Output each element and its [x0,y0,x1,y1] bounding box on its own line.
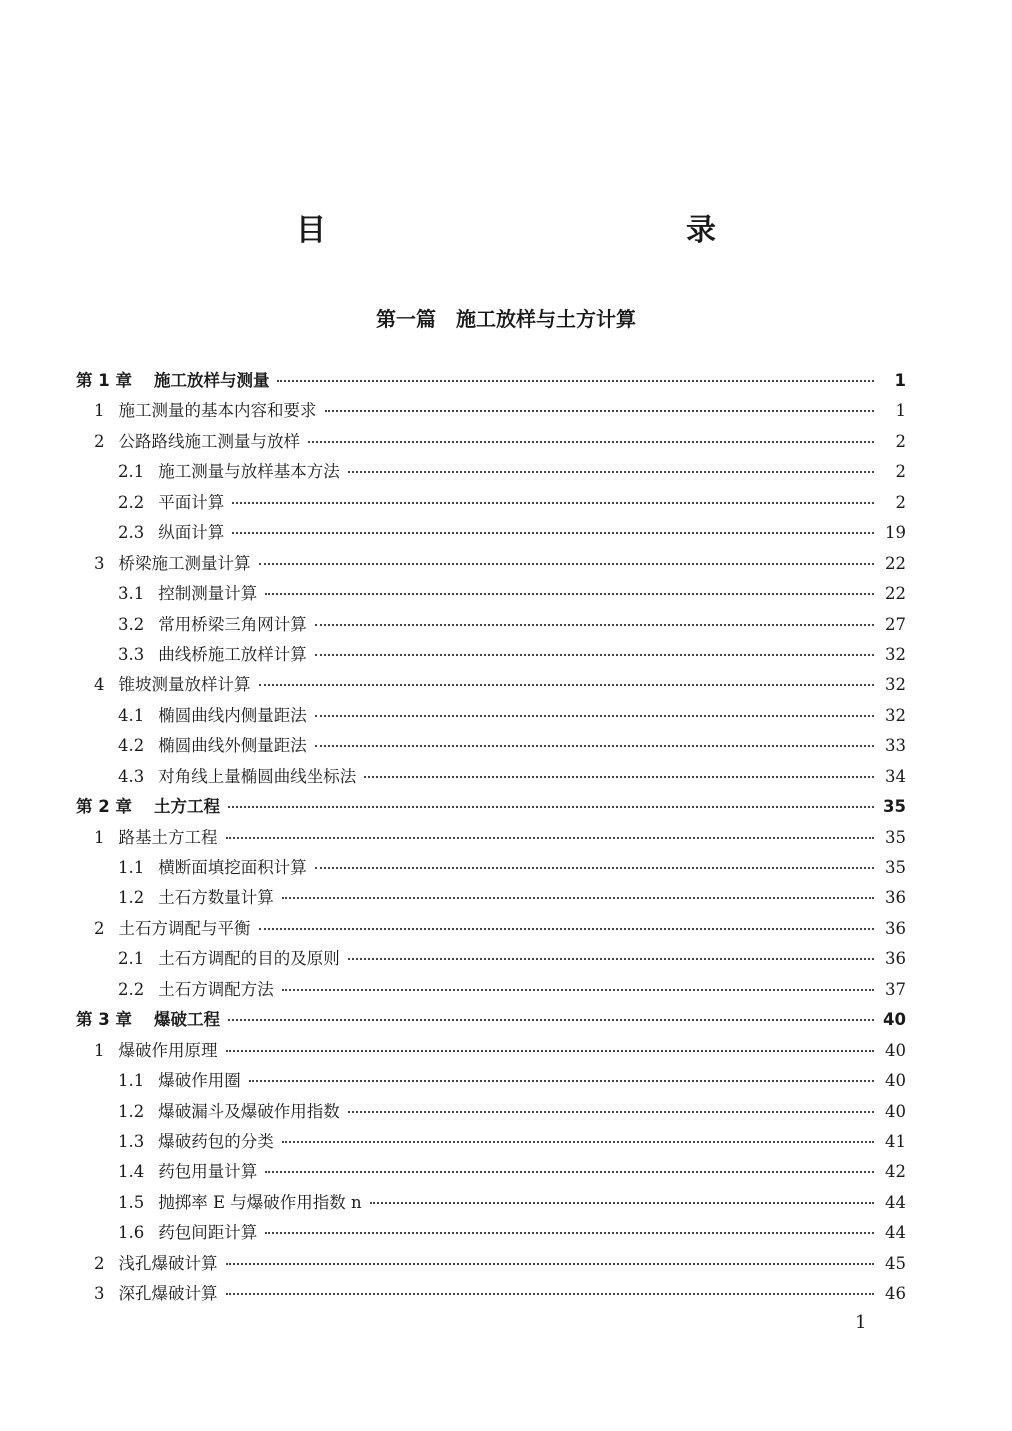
toc-chapter-entry[interactable] [76,366,906,396]
toc-entry[interactable] [76,549,906,579]
dot-leader [265,1232,874,1234]
dot-leader [315,624,874,626]
toc-entry-label: 桥梁施工测量计算 [118,553,251,573]
dot-leader [348,1111,874,1113]
dot-leader [282,989,874,991]
toc-entry-number: 1 [94,827,105,847]
toc-entry-page: 40 [885,1101,906,1121]
toc-entry-label: 抛掷率 E 与爆破作用指数 n [158,1192,362,1212]
toc-entry[interactable] [76,1157,906,1187]
toc-entry-label: 浅孔爆破计算 [118,1253,218,1273]
toc-entry[interactable] [76,1036,906,1066]
dot-leader [315,867,874,869]
toc-entry-page: 32 [885,675,906,695]
dot-leader [315,654,874,656]
toc-entry-number: 2.1 [118,462,145,482]
toc-entry-number: 2.3 [118,523,145,543]
toc-entry[interactable] [76,1097,906,1127]
toc-entry-number: 1.3 [118,1131,145,1151]
toc-entry-page: 46 [885,1284,906,1304]
toc-entry-number: 3.1 [118,584,145,604]
toc-entry-number: 1.1 [118,1071,145,1091]
toc-entry-page: 22 [885,553,906,573]
toc-entry-page: 2 [895,462,906,482]
toc-entry-page: 36 [885,888,906,908]
dot-leader [232,532,874,534]
toc-entry-label: 常用桥梁三角网计算 [158,614,307,634]
dot-leader [228,1019,874,1021]
toc-entry-label: 曲线桥施工放样计算 [158,644,307,664]
toc-entry-label: 施工测量与放样基本方法 [158,462,340,482]
toc-entry[interactable] [76,1188,906,1218]
toc-entry-page: 2 [895,431,906,451]
toc-entry[interactable] [76,396,906,426]
dot-leader [364,776,874,778]
dot-leader [348,471,874,473]
toc-entry-label: 土方工程 [153,797,220,817]
toc-entry-page: 40 [885,1040,906,1060]
dot-leader [228,806,874,808]
toc-entry-number: 2 [94,918,105,938]
toc-entry-label: 公路路线施工测量与放样 [118,431,300,451]
toc-entry-page: 36 [885,918,906,938]
dot-leader [249,1080,874,1082]
toc-chapter-entry[interactable] [76,1005,906,1035]
toc-entry-number: 3.3 [118,644,145,664]
toc-entry-label: 土石方调配方法 [158,979,274,999]
toc-entry-label: 椭圆曲线内侧量距法 [158,705,307,725]
toc-entry[interactable] [76,488,906,518]
toc-entry-page: 35 [883,797,906,817]
dot-leader [226,1050,875,1052]
toc-entry-number: 第 3 章 [76,1010,132,1030]
toc-entry-page: 35 [885,858,906,877]
toc-entry-number: 4.1 [118,705,145,725]
dot-leader [348,958,874,960]
page-title: 目 录 [296,213,816,248]
toc-entry-number: 1.1 [118,858,145,877]
toc-entry-label: 深孔爆破计算 [118,1284,218,1304]
toc-entry-number: 4 [94,675,105,695]
dot-leader [259,928,875,930]
toc-entry-number: 第 2 章 [76,797,132,817]
toc-entry-label: 施工放样与测量 [153,371,270,390]
toc-entry-label: 爆破作用原理 [118,1040,218,1060]
toc-entry-number: 1.6 [118,1223,145,1243]
toc-entry[interactable] [76,914,906,944]
toc-entry-number: 2 [94,431,105,451]
toc-entry-page: 37 [885,979,906,999]
toc-entry-number: 2.2 [118,979,145,999]
toc-entry-number: 第 1 章 [76,371,132,390]
toc-entry[interactable] [76,1279,906,1309]
toc-entry-page: 40 [883,1010,906,1030]
toc-entry-label: 爆破漏斗及爆破作用指数 [158,1101,340,1121]
toc-entry[interactable] [76,853,906,883]
toc-entry-label: 土石方调配的目的及原则 [158,949,340,969]
toc-entry-page: 44 [885,1192,906,1212]
dot-leader [259,563,875,565]
toc-entry[interactable] [76,762,906,792]
toc-entry-page: 34 [885,766,906,786]
toc-entry-number: 2.1 [118,949,145,969]
toc-entry-label: 控制测量计算 [158,584,258,604]
toc-entry[interactable] [76,518,906,548]
toc-entry[interactable] [76,731,906,761]
dot-leader [282,897,874,899]
toc-entry-number: 2 [94,1253,105,1273]
toc-entry-number: 1 [94,401,105,421]
toc-entry[interactable] [76,670,906,700]
toc-entry[interactable] [76,1249,906,1279]
toc-entry-label: 药包用量计算 [158,1162,258,1182]
table-of-contents [76,366,906,1310]
toc-entry-number: 1 [94,1040,105,1060]
toc-entry-number: 4.2 [118,736,145,756]
toc-entry-label: 纵面计算 [158,523,225,543]
toc-entry-page: 1 [895,401,906,421]
toc-chapter-entry[interactable] [76,792,906,822]
toc-entry-number: 1.4 [118,1162,145,1182]
toc-entry-page: 2 [895,492,906,512]
toc-entry-label: 土石方调配与平衡 [118,918,251,938]
toc-entry-number: 1.2 [118,1101,145,1121]
toc-entry-page: 44 [885,1223,906,1243]
toc-entry[interactable] [76,1218,906,1248]
toc-entry-label: 爆破作用圈 [158,1071,241,1091]
toc-entry[interactable] [76,457,906,487]
toc-entry[interactable] [76,701,906,731]
toc-entry-label: 对角线上量椭圆曲线坐标法 [158,766,357,786]
toc-entry-page: 45 [885,1253,906,1273]
dot-leader [226,1263,875,1265]
toc-entry[interactable] [76,1066,906,1096]
dot-leader [308,441,874,443]
toc-entry-label: 椭圆曲线外侧量距法 [158,736,307,756]
dot-leader [277,380,874,382]
dot-leader [315,745,874,747]
toc-entry-page: 40 [885,1071,906,1091]
toc-entry[interactable] [76,579,906,609]
toc-entry-label: 爆破工程 [153,1010,220,1030]
toc-entry[interactable] [76,427,906,457]
toc-entry-label: 路基土方工程 [118,827,218,847]
toc-entry-page: 32 [885,644,906,664]
toc-entry-page: 19 [885,523,906,543]
toc-entry[interactable] [76,883,906,913]
toc-entry-page: 22 [885,584,906,604]
toc-entry-number: 1.2 [118,888,145,908]
dot-leader [265,593,874,595]
part-title: 第一篇 施工放样与土方计算 [376,307,636,331]
dot-leader [325,410,875,412]
toc-entry-number: 3.2 [118,614,145,634]
toc-entry[interactable] [76,1127,906,1157]
toc-entry-label: 土石方数量计算 [158,888,274,908]
toc-entry-label: 药包间距计算 [158,1223,258,1243]
toc-entry-page: 42 [885,1162,906,1182]
toc-entry-label: 平面计算 [158,492,225,512]
toc-entry[interactable] [76,823,906,853]
toc-entry[interactable] [76,640,906,670]
toc-entry-page: 1 [894,371,906,390]
toc-entry-label: 爆破药包的分类 [158,1131,274,1151]
toc-entry-label: 施工测量的基本内容和要求 [118,401,317,421]
dot-leader [370,1202,874,1204]
toc-entry-number: 4.3 [118,766,145,786]
toc-entry-page: 27 [885,614,906,634]
toc-entry-page: 35 [885,827,906,847]
toc-entry-page: 32 [885,705,906,725]
toc-entry-page: 36 [885,949,906,969]
toc-entry-number: 3 [94,553,105,573]
dot-leader [315,715,874,717]
toc-entry-page: 41 [885,1131,906,1151]
dot-leader [232,502,874,504]
dot-leader [259,684,875,686]
toc-entry-label: 锥坡测量放样计算 [118,675,251,695]
toc-entry[interactable] [76,610,906,640]
toc-entry-number: 3 [94,1284,105,1304]
toc-entry-page: 33 [885,736,906,756]
toc-entry[interactable] [76,975,906,1005]
toc-entry[interactable] [76,944,906,974]
toc-entry-label: 横断面填挖面积计算 [158,858,307,877]
toc-entry-number: 2.2 [118,492,145,512]
dot-leader [282,1141,874,1143]
dot-leader [226,837,875,839]
page-number: 1 [855,1312,867,1333]
dot-leader [226,1293,875,1295]
dot-leader [265,1171,874,1173]
toc-entry-number: 1.5 [118,1192,145,1212]
